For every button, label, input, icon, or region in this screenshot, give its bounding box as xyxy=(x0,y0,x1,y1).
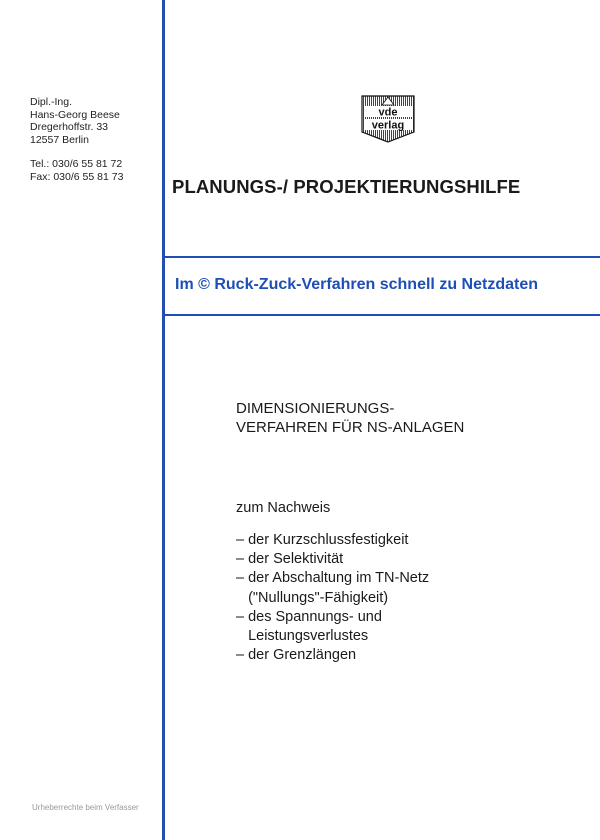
logo-line1: vde xyxy=(378,106,398,119)
list-item: Leistungsverlustes xyxy=(236,628,369,645)
author-street: Dregerhoffstr. 33 xyxy=(30,121,109,134)
author-city: 12557 Berlin xyxy=(30,133,89,146)
heading-line-1: DIMENSIONIERUNGS- xyxy=(236,400,395,417)
title-divider-top xyxy=(165,256,600,258)
proof-intro: zum Nachweis xyxy=(236,500,331,516)
list-item: – der Abschaltung im TN-Netz xyxy=(236,570,430,587)
vde-verlag-logo xyxy=(353,94,423,144)
document-subtitle: Im © Ruck-Zuck-Verfahren schnell zu Netzdaten xyxy=(175,276,538,293)
list-item: – der Selektivität xyxy=(236,551,344,568)
document-title: PLANUNGS-/ PROJEKTIERUNGSHILFE xyxy=(172,176,521,197)
author-fax: Fax: 030/6 55 81 73 xyxy=(30,170,124,183)
section-heading xyxy=(236,399,464,437)
title-divider-bottom xyxy=(165,314,600,316)
proof-list xyxy=(236,531,429,665)
list-item: – des Spannungs- und xyxy=(236,608,382,625)
author-name: Hans-Georg Beese xyxy=(30,108,120,121)
author-tel: Tel.: 030/6 55 81 72 xyxy=(30,158,123,171)
vertical-divider xyxy=(162,0,165,840)
author-address-block xyxy=(30,96,123,184)
heading-line-2: VERFAHREN FÜR NS-ANLAGEN xyxy=(236,419,465,436)
list-item: – der Grenzlängen xyxy=(236,647,357,664)
author-degree: Dipl.-Ing. xyxy=(30,96,73,108)
logo-line2: verlag xyxy=(371,119,405,132)
list-item: ("Nullungs"-Fähigkeit) xyxy=(236,589,389,606)
list-item: – der Kurzschlussfestigkeit xyxy=(236,532,409,548)
copyright-footer: Urheberrechte beim Verfasser xyxy=(32,803,139,812)
